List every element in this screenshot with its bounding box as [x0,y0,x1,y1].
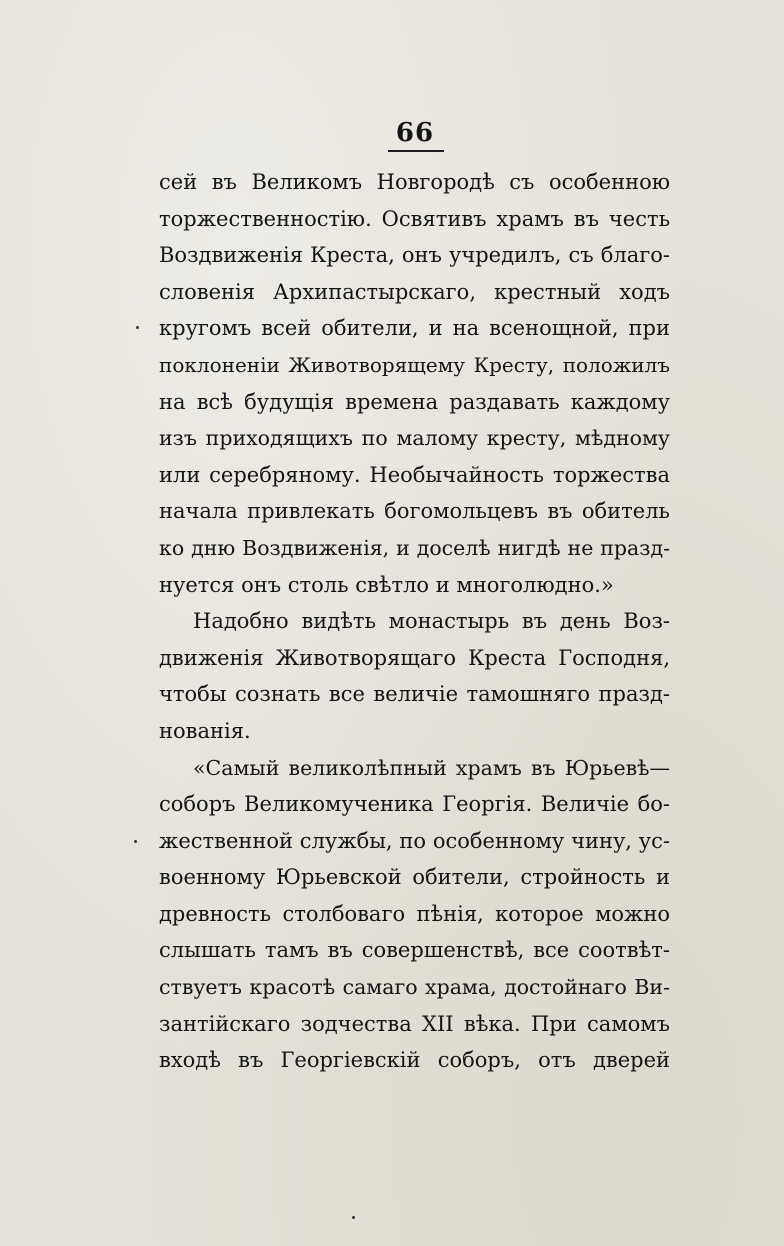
text-line: Надобно видѣть монастырь въ день Воз- [193,609,670,634]
text-line: изъ приходящихъ по малому кресту, мѣдному [159,426,670,451]
text-line: словенія Архипастырскаго, крестный ходъ [159,279,670,304]
body-text [159,164,670,1079]
text-line: или серебряному. Необычайность торжества [159,462,670,487]
print-speck [136,326,139,329]
text-line: поклоненіи Животворящему Кресту, положилъ [159,352,670,377]
text-line: начала привлекать богомольцевъ въ обитель [159,499,670,524]
text-line: кругомъ всей обители, и на всенощной, при [159,316,670,341]
text-line: Воздвиженія Креста, онъ учредилъ, съ благо- [159,243,670,268]
print-speck [352,1216,355,1219]
text-line: «Самый великолѣпный храмъ въ Юрьевѣ— [193,755,670,780]
text-line: движенія Животворящаго Креста Господня, [159,645,670,670]
text-line: ствуетъ красотѣ самаго храма, достойнаго Ви- [159,975,670,1000]
text-line: нуется онъ столь свѣтло и многолюдно.» [159,572,614,597]
text-line: на всѣ будущія времена раздавать каждому [159,389,670,414]
text-line: чтобы сознать все величіе тамошняго празд- [159,682,670,707]
text-line: сей въ Великомъ Новгородѣ съ особенною [159,170,670,194]
text-line: соборъ Великомученика Георгія. Величіе бо- [159,792,670,817]
text-line: зантійскаго зодчества XII вѣка. При самомъ [159,1011,670,1036]
page-number-rule [388,150,444,152]
page-number: 66 [395,118,435,148]
text-line: входѣ въ Георгіевскій соборъ, отъ дверей [159,1048,670,1073]
text-line: военному Юрьевской обители, стройность и [159,865,670,890]
text-line: древность столбоваго пѣнія, которое можно [159,901,670,926]
text-line: торжественностію. Освятивъ храмъ въ честь [159,206,670,231]
text-line: жественной службы, по особенному чину, ус- [159,828,670,853]
text-line: слышать тамъ въ совершенствѣ, все соотвѣт- [159,938,670,963]
print-speck [134,840,137,843]
text-line: ко дню Воздвиженія, и доселѣ нигдѣ не празд- [159,535,670,560]
text-line: нованія. [159,718,251,743]
